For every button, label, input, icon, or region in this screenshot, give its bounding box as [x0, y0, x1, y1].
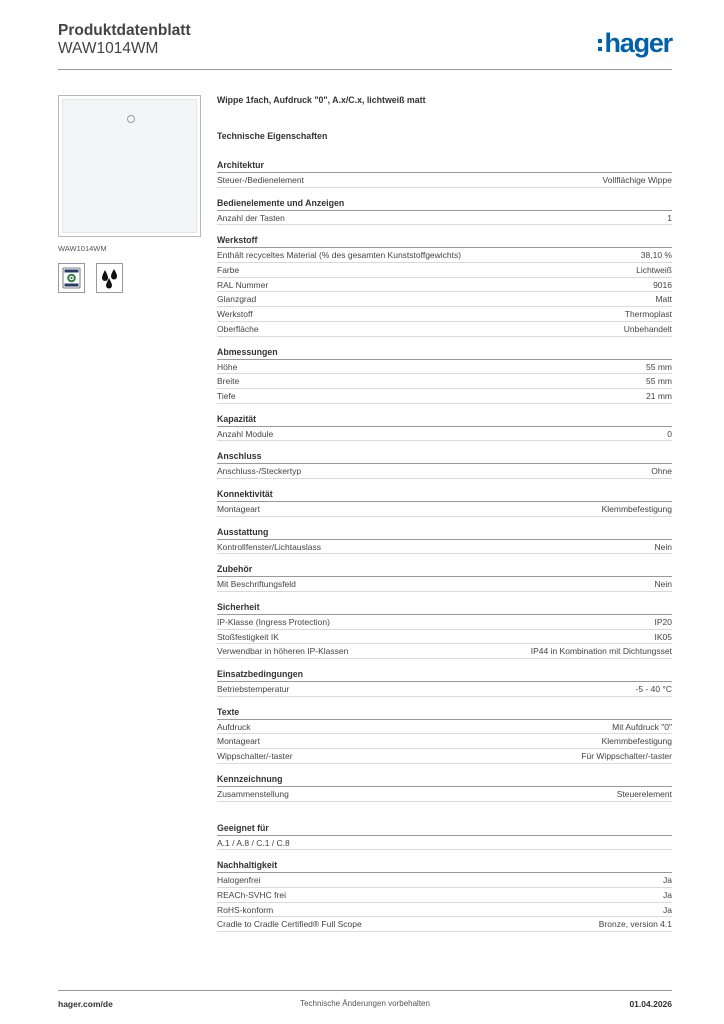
spec-group [217, 563, 672, 592]
spec-label: Steuer-/Bedienelement [217, 175, 304, 185]
group-title: Kapazität [217, 413, 672, 427]
group-title: Nachhaltigkeit [217, 859, 672, 873]
spec-label: Aufdruck [217, 721, 251, 732]
footer-date: 01.04.2026 [629, 999, 672, 1009]
spec-label: Breite [217, 376, 240, 387]
spec-label: Betriebstemperatur [217, 684, 290, 695]
rocker-plate [62, 99, 197, 233]
spec-group [217, 773, 672, 802]
spec-row [217, 630, 672, 645]
spec-value: 38,10 % [640, 250, 672, 261]
c2c-certified-icon [58, 263, 85, 293]
spec-value: 21 mm [646, 390, 672, 401]
group-title: Sicherheit [217, 601, 672, 615]
group-title: Ausstattung [217, 526, 672, 540]
group-title: Konnektivität [217, 488, 672, 502]
spec-label: Höhe [217, 361, 238, 372]
spec-label: Oberfläche [217, 323, 259, 334]
group-spacer [217, 811, 672, 822]
spec-group [217, 234, 672, 336]
spec-row [217, 734, 672, 749]
spec-label: Kontrollfenster/Lichtauslass [217, 541, 321, 552]
spec-label: Mit Beschriftungsfeld [217, 579, 296, 590]
spec-label: REACh-SVHC frei [217, 889, 286, 900]
spec-row [217, 836, 672, 851]
spec-label: Enthält recyceltes Material (% des gesamten Kunststoffgewichts) [217, 250, 462, 261]
spec-row [217, 540, 672, 555]
spec-value: Bronze, version 4.1 [598, 919, 672, 930]
spec-value: Thermoplast [624, 309, 672, 320]
group-title: Texte [217, 706, 672, 720]
spec-value: Nein [654, 579, 672, 590]
spec-value: Für Wippschalter/-taster [581, 751, 672, 762]
spec-row [217, 644, 672, 659]
spec-group [217, 859, 672, 932]
spec-value: Vollflächige Wippe [602, 175, 672, 185]
spec-label: Tiefe [217, 390, 236, 401]
spec-row [217, 248, 672, 263]
spec-row [217, 720, 672, 735]
spec-row [217, 577, 672, 592]
group-title: Kennzeichnung [217, 773, 672, 787]
group-title: Geeignet für [217, 822, 672, 836]
spec-row [217, 292, 672, 307]
spec-group [217, 197, 672, 226]
spec-group [217, 450, 672, 479]
spec-label: RAL Nummer [217, 279, 269, 290]
footer-website[interactable]: hager.com/de [58, 999, 113, 1009]
spec-group [217, 413, 672, 442]
product-image [58, 95, 201, 237]
spec-label: Montageart [217, 503, 260, 514]
spec-value: IP44 in Kombination mit Dichtungsset [530, 646, 672, 657]
page-header [58, 20, 672, 70]
spec-label: Anschluss-/Steckertyp [217, 466, 302, 477]
spec-row [217, 173, 672, 188]
spec-row [217, 888, 672, 903]
group-title: Abmessungen [217, 346, 672, 360]
hager-logo [598, 28, 672, 58]
spec-value: 1 [667, 212, 672, 223]
spec-content [217, 95, 672, 941]
spec-value: IK05 [654, 631, 672, 642]
spec-row [217, 787, 672, 802]
spec-value: Matt [655, 294, 672, 305]
spec-label: RoHS-konform [217, 904, 274, 915]
spec-row [217, 211, 672, 226]
spec-value: Ja [663, 889, 672, 900]
spec-group [217, 822, 672, 851]
footer-notice: Technische Änderungen vorbehalten [300, 999, 430, 1008]
spec-row [217, 427, 672, 442]
spec-row [217, 903, 672, 918]
spec-value: 55 mm [646, 376, 672, 387]
spec-label: Wippschalter/-taster [217, 751, 293, 762]
spec-row [217, 502, 672, 517]
spec-label: Glanzgrad [217, 294, 257, 305]
spec-label: A.1 / A.8 / C.1 / C.8 [217, 837, 290, 848]
section-title: Technische Eigenschaften [217, 131, 328, 141]
water-drops-icon [96, 263, 123, 293]
spec-group [217, 488, 672, 517]
spec-label: Anzahl der Tasten [217, 212, 285, 223]
group-title: Einsatzbedingungen [217, 668, 672, 682]
page-footer [58, 990, 672, 1012]
spec-group [217, 706, 672, 764]
spec-value: Mit Aufdruck "0" [612, 721, 672, 732]
spec-row [217, 615, 672, 630]
spec-value: Ohne [651, 466, 672, 477]
spec-value: 55 mm [646, 361, 672, 372]
spec-value: Klemmbefestigung [601, 503, 672, 514]
spec-value: Lichtweiß [636, 265, 672, 276]
spec-label: Werkstoff [217, 309, 253, 320]
spec-row [217, 873, 672, 888]
group-title: Anschluss [217, 450, 672, 464]
spec-label: Stoßfestigkeit IK [217, 631, 279, 642]
spec-value: Klemmbefestigung [601, 736, 672, 747]
spec-row [217, 682, 672, 697]
spec-label: Zusammenstellung [217, 788, 289, 799]
spec-row [217, 917, 672, 932]
spec-label: Farbe [217, 265, 240, 276]
spec-value: IP20 [654, 617, 672, 627]
spec-value: Steuerelement [616, 788, 672, 799]
group-title: Bedienelemente und Anzeigen [217, 197, 672, 211]
spec-row [217, 464, 672, 479]
spec-row [217, 389, 672, 404]
spec-value: Ja [663, 904, 672, 915]
group-title: Zubehör [217, 563, 672, 577]
spec-row [217, 263, 672, 278]
logo-text: hager [604, 27, 672, 58]
article-number: WAW1014WM [58, 40, 159, 57]
spec-row [217, 322, 672, 337]
spec-group [217, 526, 672, 555]
spec-value: Unbehandelt [623, 323, 672, 334]
spec-value: -5 - 40 °C [635, 684, 672, 695]
product-description: Wippe 1fach, Aufdruck "0", A.x/C.x, lichtweiß matt [217, 95, 426, 105]
spec-row [217, 360, 672, 375]
spec-label: IP-Klasse (Ingress Protection) [217, 617, 330, 627]
spec-label: Montageart [217, 736, 260, 747]
indicator-dot [127, 115, 135, 123]
spec-group [217, 668, 672, 697]
spec-group [217, 346, 672, 404]
logo-dots-icon [598, 39, 602, 51]
group-title: Architektur [217, 159, 672, 173]
spec-row [217, 307, 672, 322]
spec-value: Nein [654, 541, 672, 552]
spec-group [217, 601, 672, 659]
spec-value: Ja [663, 875, 672, 886]
spec-row [217, 374, 672, 389]
spec-label: Anzahl Module [217, 428, 274, 439]
spec-row [217, 278, 672, 293]
spec-group [217, 159, 672, 188]
spec-label: Halogenfrei [217, 875, 261, 886]
spec-value: 0 [667, 428, 672, 439]
group-title: Werkstoff [217, 234, 672, 248]
spec-value: 9016 [653, 279, 672, 290]
document-title: Produktdatenblatt [58, 22, 191, 39]
spec-row [217, 749, 672, 764]
image-caption: WAW1014WM [58, 244, 107, 253]
spec-label: Cradle to Cradle Certified® Full Scope [217, 919, 362, 930]
spec-label: Verwendbar in höheren IP-Klassen [217, 646, 349, 657]
spec-groups [217, 159, 672, 932]
